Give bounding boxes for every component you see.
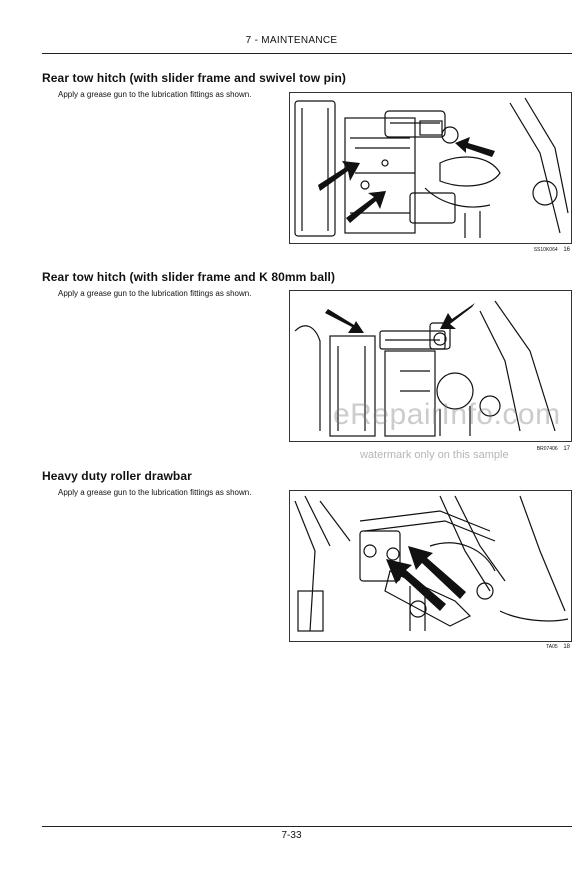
section-roller-drawbar [42, 469, 572, 497]
section-instruction: Apply a grease gun to the lubrication fittings as shown. [58, 289, 252, 298]
figure-ref: SS10K064 [533, 247, 558, 253]
figure-roller-drawbar [289, 490, 572, 642]
figure-caption [289, 247, 570, 253]
figure-number: 16 [563, 247, 570, 253]
section-swivel-tow-pin [42, 71, 572, 99]
watermark-note: watermark only on this sample [360, 449, 509, 461]
page-header-title: 7 - MAINTENANCE [245, 35, 338, 46]
figure-number: 17 [563, 446, 570, 452]
figure-caption [289, 644, 570, 650]
figure-ref: BR07406 [536, 446, 558, 452]
header-rule [42, 53, 572, 54]
section-k80-ball [42, 270, 572, 298]
section-heading: Heavy duty roller drawbar [42, 469, 192, 483]
figure-swivel-tow-pin [289, 92, 572, 244]
footer-rule [42, 826, 572, 827]
section-instruction: Apply a grease gun to the lubrication fittings as shown. [58, 488, 252, 497]
figure-number: 18 [563, 644, 570, 650]
page-number: 7-33 [281, 830, 302, 841]
section-instruction: Apply a grease gun to the lubrication fittings as shown. [58, 90, 252, 99]
figure-ref: TA05 [546, 644, 558, 650]
section-heading: Rear tow hitch (with slider frame and K 80mm ball) [42, 270, 336, 284]
watermark-main: eRepairInfo.com [333, 398, 561, 431]
section-heading: Rear tow hitch (with slider frame and swivel tow pin) [42, 71, 347, 85]
